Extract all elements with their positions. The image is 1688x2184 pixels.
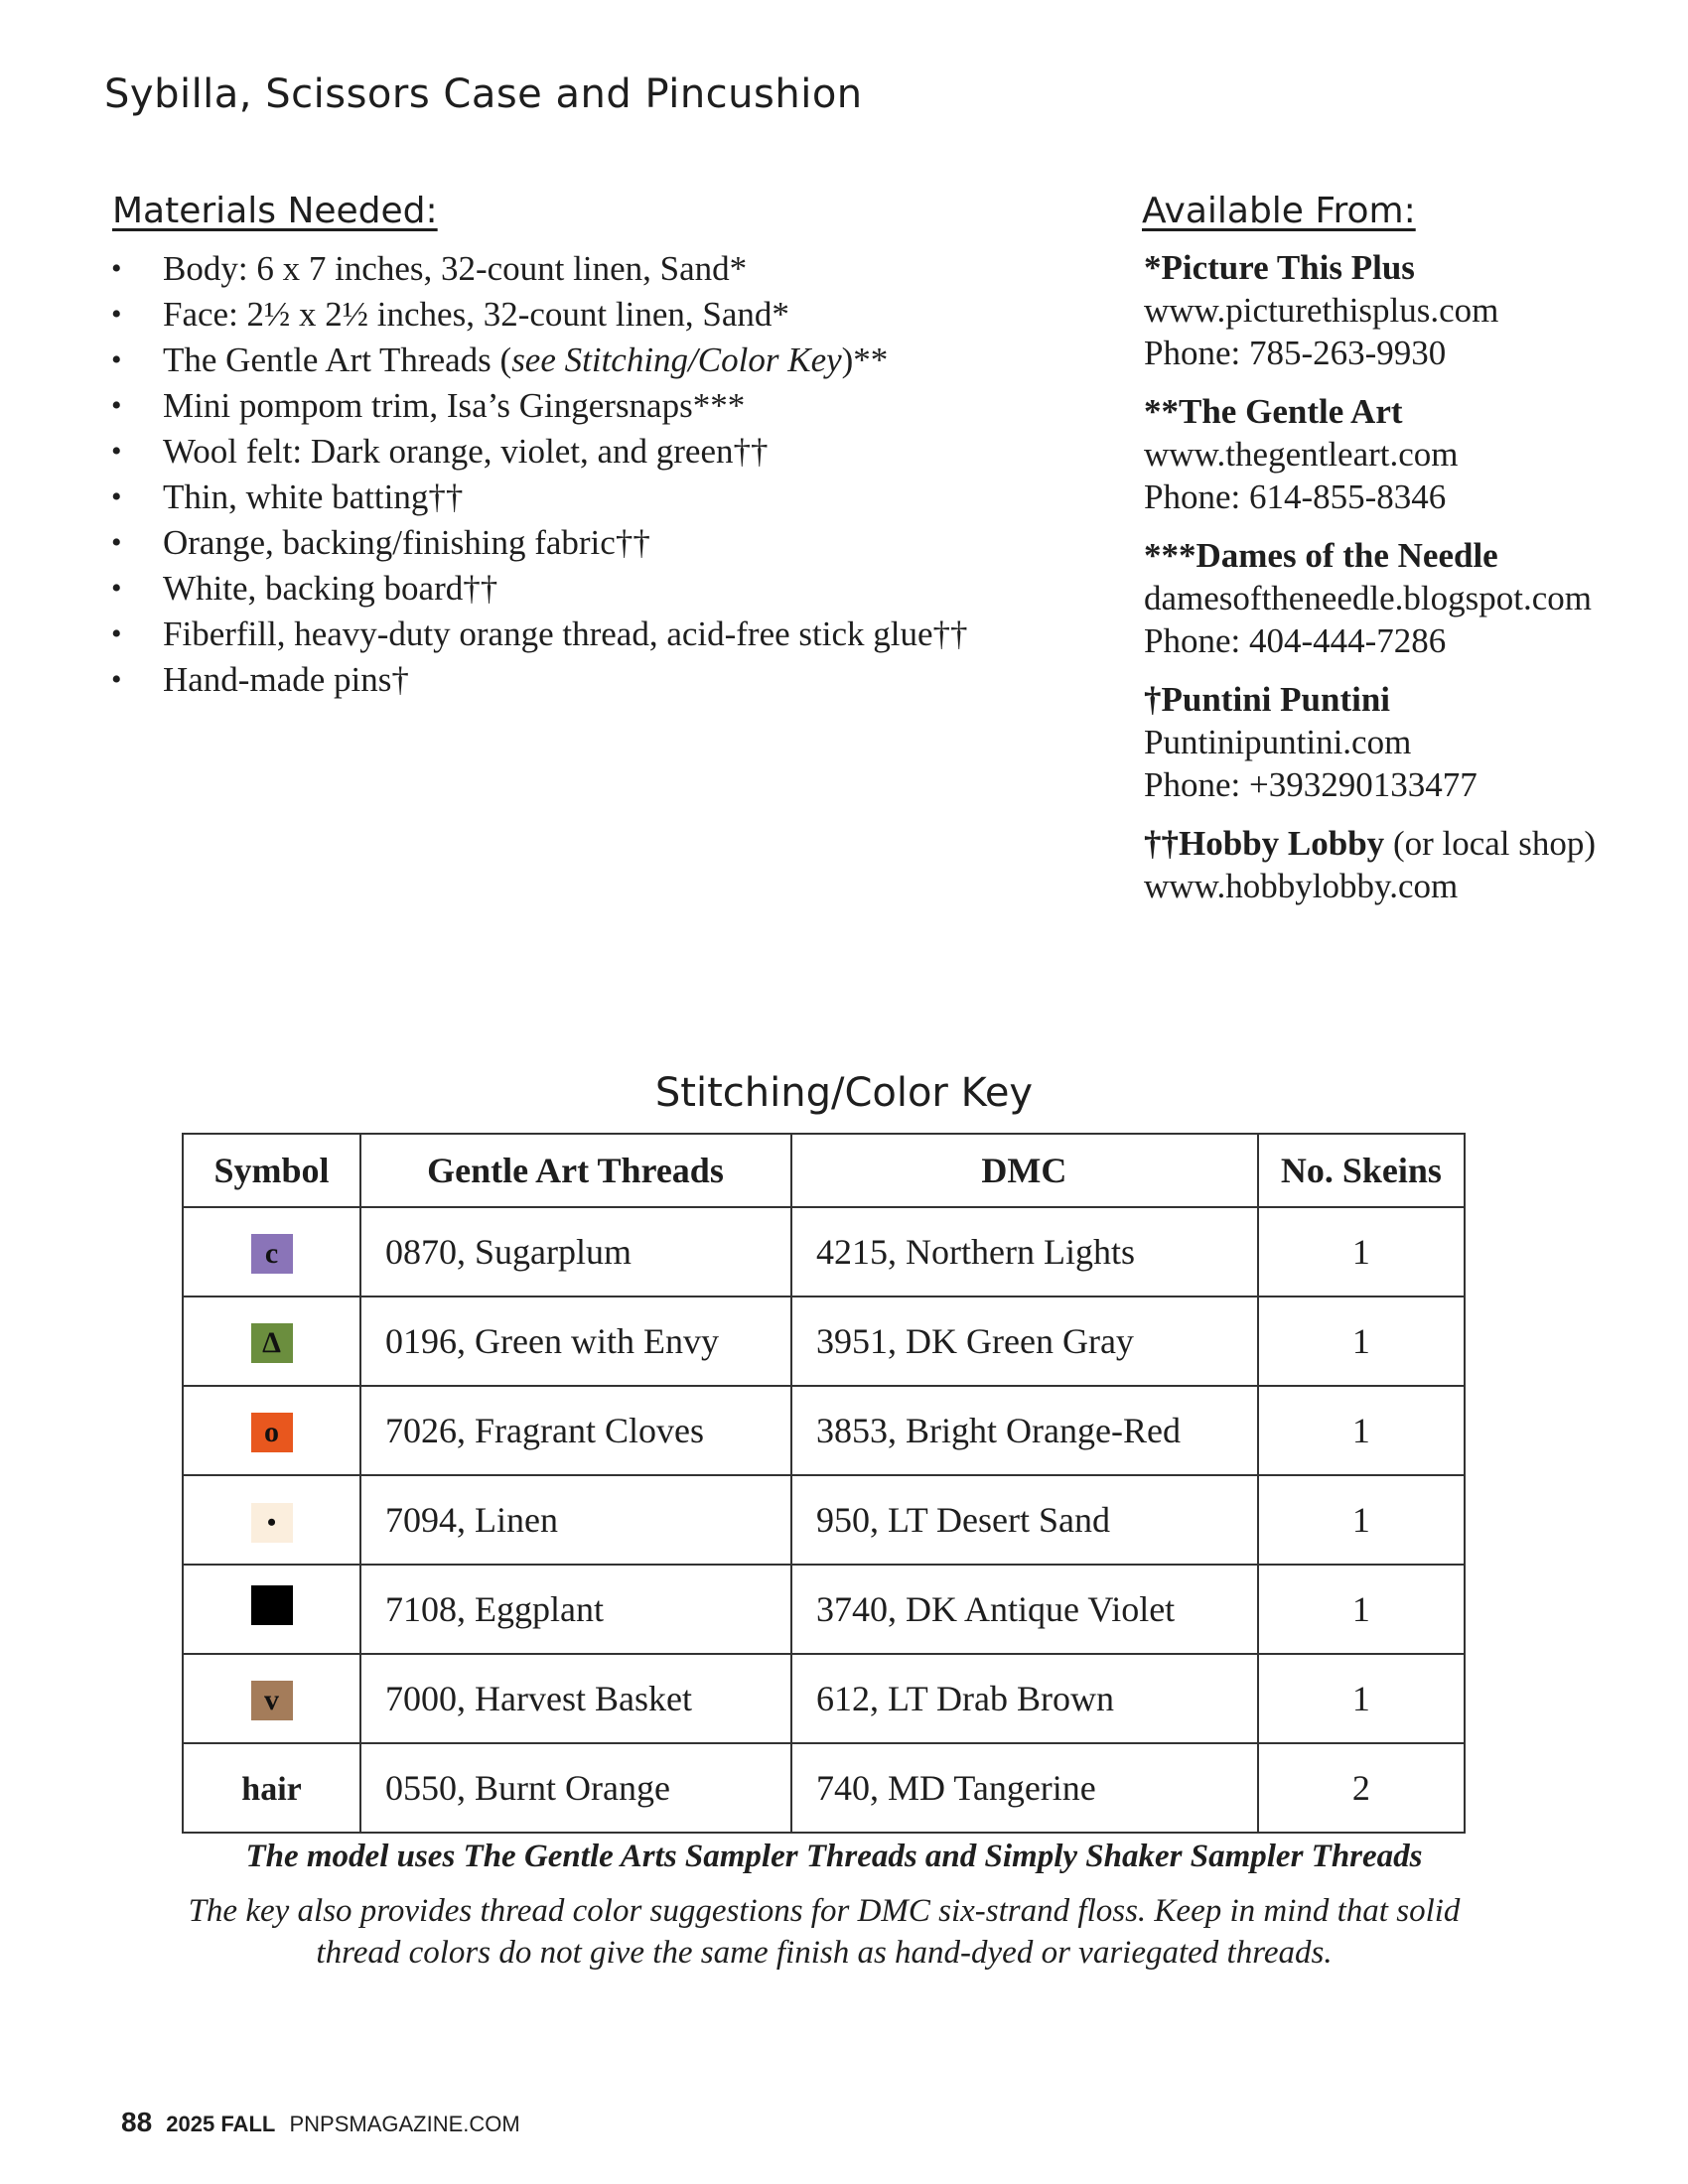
symbol-swatch: • [251,1503,293,1543]
source-website[interactable]: www.picturethisplus.com [1144,291,1499,330]
source-name-line [1144,246,1596,289]
source-website[interactable]: www.thegentleart.com [1144,435,1459,474]
header-gentle-art: Gentle Art Threads [360,1134,791,1207]
materials-item [111,383,968,429]
symbol-cell [183,1475,360,1565]
source-name: †Puntini Puntini [1144,680,1391,719]
table-row [183,1475,1465,1565]
dmc-cell: 950, LT Desert Sand [791,1475,1258,1565]
materials-item-text: Thin, white batting†† [163,478,464,516]
materials-item-text: Body: 6 x 7 inches, 32-count linen, Sand* [163,249,748,288]
table-row [183,1565,1465,1654]
materials-item [111,475,968,520]
source-phone: Phone: +393290133477 [1144,765,1477,804]
gentle-art-cell: 7026, Fragrant Cloves [360,1386,791,1475]
bullet-icon: • [111,663,122,696]
symbol-cell [183,1565,360,1654]
source-entry [1144,390,1596,518]
dmc-note: The key also provides thread color suggestions for DMC six-strand floss. Keep in mind that solid thread colors do not give the same finish as hand-dyed or variegated threads. [188,1893,1461,1971]
skeins-cell: 1 [1258,1386,1465,1475]
color-key-table [182,1133,1466,1834]
materials-item [111,657,968,703]
source-note: (or local shop) [1384,824,1597,863]
source-name: ***Dames of the Needle [1144,536,1498,575]
bullet-icon: • [111,298,122,331]
materials-item-post: )** [841,341,889,379]
gentle-art-cell: 7094, Linen [360,1475,791,1565]
materials-item-text: Mini pompom trim, Isa’s Gingersnaps*** [163,386,746,425]
table-row [183,1297,1465,1386]
bullet-icon: • [111,572,122,605]
source-name: **The Gentle Art [1144,392,1403,431]
skeins-cell: 1 [1258,1207,1465,1297]
skeins-cell: 1 [1258,1654,1465,1743]
materials-item-text: Fiberfill, heavy-duty orange thread, acid-free stick glue†† [163,614,968,653]
page-footer [121,2107,520,2138]
source-phone: Phone: 614-855-8346 [1144,478,1447,516]
skeins-cell: 1 [1258,1475,1465,1565]
table-row [183,1654,1465,1743]
symbol-swatch: v [251,1681,293,1720]
bullet-icon: • [111,480,122,513]
materials-item-text: Face: 2½ x 2½ inches, 32-count linen, Sand* [163,295,789,334]
gentle-art-cell: 0196, Green with Envy [360,1297,791,1386]
symbol-label: hair [241,1771,302,1808]
available-heading: Available From: [1142,191,1416,231]
dmc-cell: 740, MD Tangerine [791,1743,1258,1833]
symbol-swatch: Δ [251,1323,293,1363]
dmc-cell: 612, LT Drab Brown [791,1654,1258,1743]
bullet-icon: • [111,435,122,468]
materials-item-text: Orange, backing/finishing fabric†† [163,523,650,562]
source-name-line [1144,678,1596,721]
dmc-cell: 4215, Northern Lights [791,1207,1258,1297]
issue-label: 2025 FALL [166,2112,276,2136]
gentle-art-cell: 7108, Eggplant [360,1565,791,1654]
color-key-title: Stitching/Color Key [654,1070,1034,1116]
source-entry [1144,246,1596,374]
table-row [183,1207,1465,1297]
gentle-art-cell: 7000, Harvest Basket [360,1654,791,1743]
materials-list [111,246,968,703]
materials-item [111,292,968,338]
source-website[interactable]: Puntinipuntini.com [1144,723,1412,761]
header-skeins: No. Skeins [1258,1134,1465,1207]
materials-item-text: Wool felt: Dark orange, violet, and green†† [163,432,769,471]
dmc-cell: 3853, Bright Orange-Red [791,1386,1258,1475]
source-name-line [1144,390,1596,433]
bullet-icon: • [111,252,122,285]
gentle-art-cell: 0870, Sugarplum [360,1207,791,1297]
table-header-row [183,1134,1465,1207]
skeins-cell: 2 [1258,1743,1465,1833]
materials-item-text: White, backing board†† [163,569,498,608]
symbol-cell [183,1654,360,1743]
source-entry [1144,534,1596,662]
source-entry [1144,822,1596,907]
source-entry [1144,678,1596,806]
symbol-cell [183,1207,360,1297]
table-row [183,1386,1465,1475]
source-website[interactable]: www.hobbylobby.com [1144,867,1459,905]
sources-list [1144,246,1596,923]
skeins-cell: 1 [1258,1297,1465,1386]
symbol-cell [183,1386,360,1475]
materials-item-em: see Stitching/Color Key [511,341,842,379]
symbol-cell [183,1743,360,1833]
source-name-line [1144,822,1596,865]
materials-item [111,338,968,383]
symbol-swatch: c [251,1234,293,1274]
materials-item [111,246,968,292]
source-phone: Phone: 404-444-7286 [1144,621,1447,660]
materials-item-pre: The Gentle Art Threads ( [163,341,512,379]
dmc-cell: 3740, DK Antique Violet [791,1565,1258,1654]
materials-item [111,566,968,612]
materials-item [111,520,968,566]
gentle-art-cell: 0550, Burnt Orange [360,1743,791,1833]
skeins-cell: 1 [1258,1565,1465,1654]
bullet-icon: • [111,343,122,376]
symbol-cell [183,1297,360,1386]
source-website[interactable]: damesoftheneedle.blogspot.com [1144,579,1592,617]
header-symbol: Symbol [183,1134,360,1207]
source-name: *Picture This Plus [1144,248,1415,287]
page-number: 88 [121,2107,153,2137]
page-title: Sybilla, Scissors Case and Pincushion [104,71,863,117]
color-key-body [183,1207,1465,1833]
source-name: ††Hobby Lobby [1144,824,1385,863]
source-name-line [1144,534,1596,577]
bullet-icon: • [111,617,122,650]
materials-heading: Materials Needed: [112,191,438,231]
materials-item-text: Hand-made pins† [163,660,409,699]
dmc-cell: 3951, DK Green Gray [791,1297,1258,1386]
table-row [183,1743,1465,1833]
site-label: PNPSMAGAZINE.COM [289,2112,520,2136]
materials-item [111,429,968,475]
bullet-icon: • [111,389,122,422]
materials-item [111,612,968,657]
symbol-swatch: o [251,1413,293,1452]
header-dmc: DMC [791,1134,1258,1207]
bullet-icon: • [111,526,122,559]
symbol-swatch [251,1585,293,1625]
source-phone: Phone: 785-263-9930 [1144,334,1447,372]
model-note: The model uses The Gentle Arts Sampler Threads and Simply Shaker Sampler Threads [245,1839,1423,1874]
